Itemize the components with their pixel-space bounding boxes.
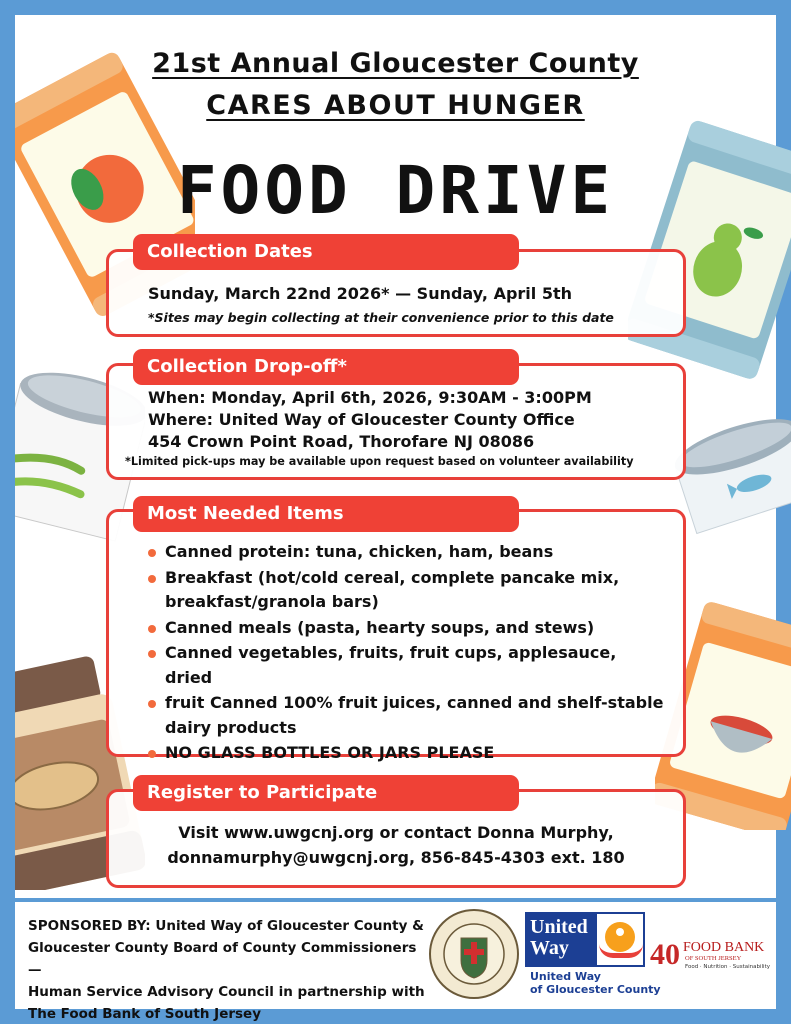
header-line2: CARES ABOUT HUNGER (206, 90, 585, 121)
register-contact[interactable]: donnamurphy@uwgcnj.org, 856-845-4303 ext. 180 (167, 848, 625, 867)
drop-off-note: *Limited pick-ups may be available upon request based on volunteer availability (125, 455, 634, 468)
header-line1: 21st Annual Gloucester County (152, 48, 639, 79)
united-way-caption: United Way of Gloucester County (530, 970, 661, 996)
drop-off-where: Where: United Way of Gloucester County Office (148, 410, 575, 429)
united-way-logo-icon: United Way (525, 912, 645, 967)
drop-off-heading: Collection Drop-off* (133, 349, 519, 385)
list-item: NO GLASS BOTTLES OR JARS PLEASE (148, 741, 668, 766)
collection-dates-text: Sunday, March 22nd 2026* — Sunday, April 5th (148, 284, 573, 303)
needed-items-list (148, 540, 668, 767)
bullet-dot (148, 549, 156, 557)
sponsor-text: SPONSORED BY: United Way of Gloucester County & Gloucester County Board of County Commissioners — Human Service Advisory Council in partnership with The Food Bank of South Jersey (28, 918, 425, 1022)
list-item: Canned meals (pasta, hearty soups, and stews) (148, 616, 668, 641)
bullet-dot (148, 700, 156, 708)
list-item: Canned protein: tuna, chicken, ham, beans (148, 540, 668, 565)
list-item: Breakfast (hot/cold cereal, complete pancake mix, breakfast/granola bars) (148, 566, 668, 615)
drop-off-when: When: Monday, April 6th, 2026, 9:30AM - 3:00PM (148, 388, 592, 407)
bullet-dot (148, 625, 156, 633)
register-heading: Register to Participate (133, 775, 519, 811)
collection-dates-note: *Sites may begin collecting at their convenience prior to this date (148, 310, 614, 325)
food-bank-logo-icon: 40 FOOD BANK OF SOUTH JERSEY Food · Nutrition · Sustainability (650, 938, 771, 971)
drop-off-address: 454 Crown Point Road, Thorofare NJ 08086 (148, 432, 535, 451)
bullet-dot (148, 750, 156, 758)
collection-dates-heading: Collection Dates (133, 234, 519, 270)
bullet-dot (148, 575, 156, 583)
register-line1: Visit www.uwgcnj.org or contact Donna Murphy, (178, 823, 614, 842)
needed-items-heading: Most Needed Items (133, 496, 519, 532)
tuna-can-icon (672, 410, 791, 550)
list-item: fruit Canned 100% fruit juices, canned and shelf-stable dairy products (148, 691, 668, 740)
list-item: Canned vegetables, fruits, fruit cups, applesauce, dried (148, 641, 668, 690)
county-seal-icon (428, 908, 520, 1000)
page-title: FOOD DRIVE (176, 152, 615, 229)
bullet-dot (148, 650, 156, 658)
